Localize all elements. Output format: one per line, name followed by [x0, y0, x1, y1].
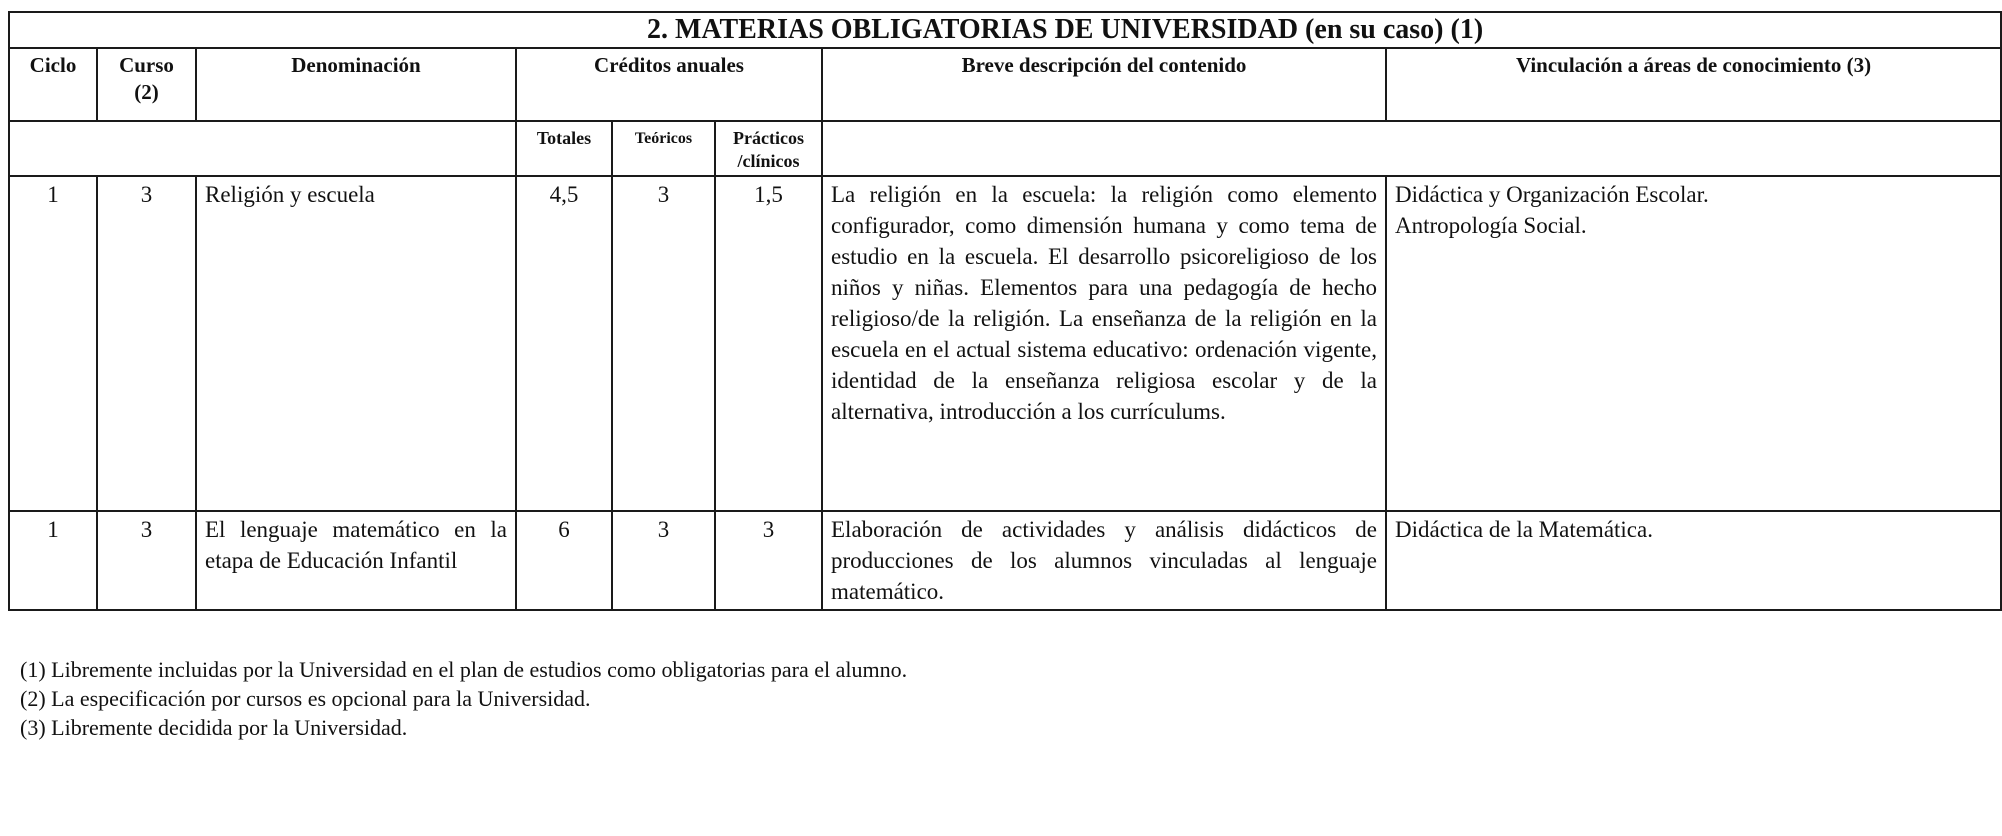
- header-curso: [97, 48, 196, 121]
- header-descripcion: Breve descripción del contenido: [822, 48, 1386, 121]
- cell-curso: 3: [97, 511, 196, 610]
- cell-teoricos: 3: [612, 176, 715, 511]
- subheader-practicos-line1: Prácticos: [733, 128, 804, 148]
- header-ciclo: Ciclo: [9, 48, 97, 121]
- subheader-row: [9, 121, 2001, 176]
- header-creditos: Créditos anuales: [516, 48, 822, 121]
- cell-denominacion: El lenguaje matemático en la etapa de Educación Infantil: [196, 511, 516, 610]
- header-vinculacion: Vinculación a áreas de conocimiento (3): [1386, 48, 2001, 121]
- subheader-blank-right: [822, 121, 2001, 176]
- header-curso-note: (2): [134, 80, 159, 104]
- header-row: [9, 48, 2001, 121]
- subheader-totales: Totales: [516, 121, 612, 176]
- cell-descripcion: La religión en la escuela: la religión como elemento configurador, como dimensión humana y como tema de estudio en la escuela. El desarrollo psicoreligioso de los niños y niñas. Elementos para una pedagogía de hecho religioso/de la religión. La enseñanza de la religión en la escuela en el actual sistema educativo: ordenación vigente, identidad de la enseñanza religiosa escolar y de la alternativa, introducción a los currículums.: [822, 176, 1386, 511]
- vinculacion-line: Didáctica y Organización Escolar.: [1395, 182, 1709, 207]
- footnotes: [20, 655, 907, 742]
- footnote-3: (3) Libremente decidida por la Universidad.: [20, 715, 408, 740]
- cell-vinculacion: [1386, 511, 2001, 610]
- materias-table: [8, 11, 2002, 611]
- cell-curso: 3: [97, 176, 196, 511]
- cell-vinculacion: [1386, 176, 2001, 511]
- cell-descripcion: Elaboración de actividades y análisis didácticos de producciones de los alumnos vinculadas al lenguaje matemático.: [822, 511, 1386, 610]
- table-title: 2. MATERIAS OBLIGATORIAS DE UNIVERSIDAD (en su caso) (1): [9, 12, 2001, 48]
- subheader-practicos-line2: /clínicos: [737, 151, 800, 171]
- footnote-1: (1) Libremente incluidas por la Universidad en el plan de estudios como obligatorias para el alumno.: [20, 657, 908, 682]
- cell-practicos: 3: [715, 511, 822, 610]
- table-row: [9, 511, 2001, 610]
- table-row: [9, 176, 2001, 511]
- subheader-teoricos: Teóricos: [612, 121, 715, 176]
- cell-teoricos: 3: [612, 511, 715, 610]
- header-curso-label: Curso: [119, 53, 174, 77]
- subheader-practicos: [715, 121, 822, 176]
- cell-practicos: 1,5: [715, 176, 822, 511]
- cell-totales: 6: [516, 511, 612, 610]
- cell-totales: 4,5: [516, 176, 612, 511]
- cell-ciclo: 1: [9, 176, 97, 511]
- cell-ciclo: 1: [9, 511, 97, 610]
- vinculacion-line: Antropología Social.: [1395, 213, 1587, 238]
- subheader-blank: [9, 121, 516, 176]
- vinculacion-line: Didáctica de la Matemática.: [1395, 517, 1653, 542]
- header-denominacion: Denominación: [196, 48, 516, 121]
- cell-denominacion: Religión y escuela: [196, 176, 516, 511]
- footnote-2: (2) La especificación por cursos es opcional para la Universidad.: [20, 686, 591, 711]
